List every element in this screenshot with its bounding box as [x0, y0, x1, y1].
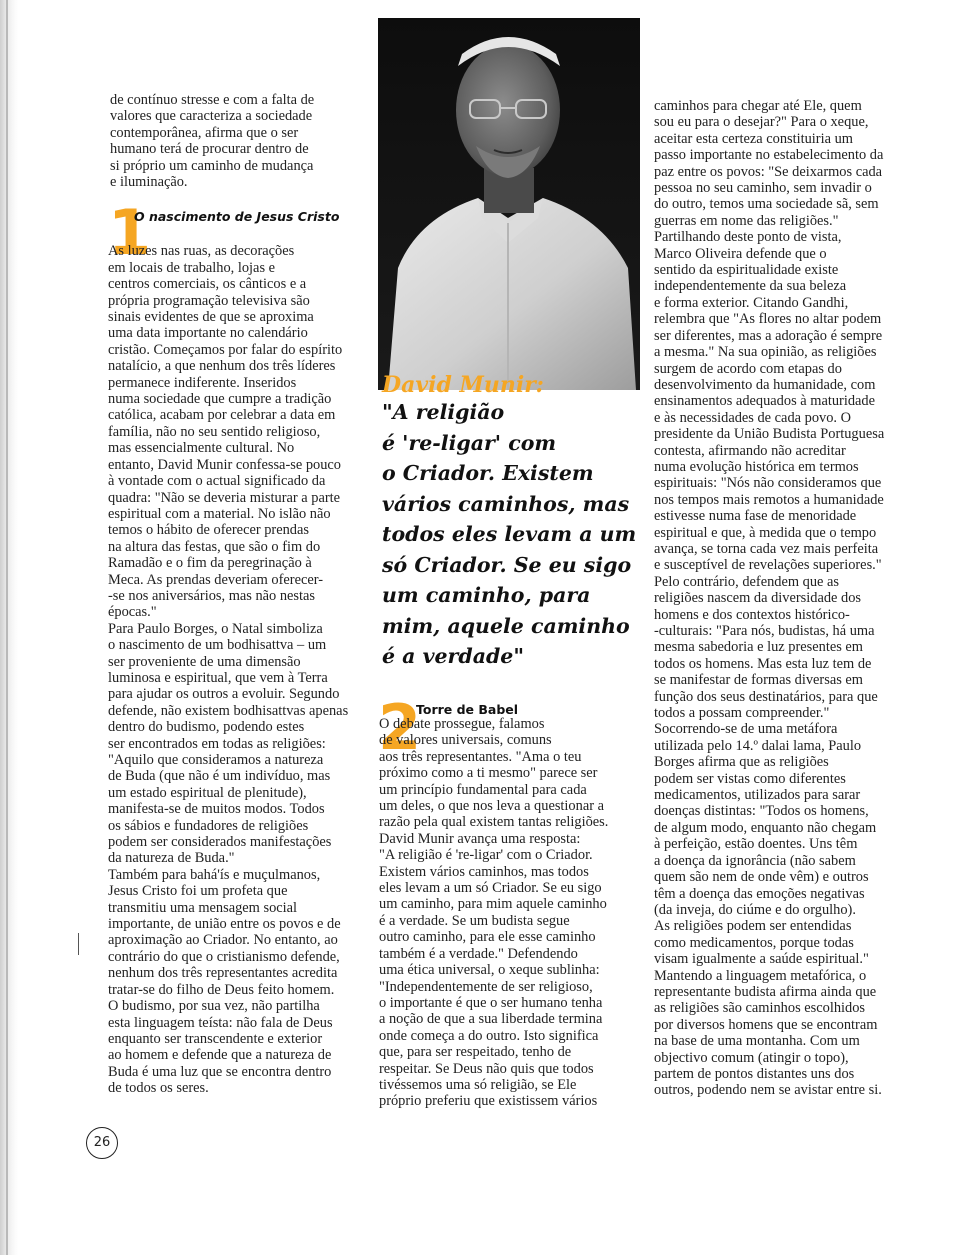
section-number-2: 2	[378, 691, 422, 764]
intro-paragraph: de contínuo stresse e com a falta de valores que caracteriza a sociedade contemporânea, afirma que o ser humano terá de procurar dentro de si próprio um caminho de mudança e iluminação.	[110, 92, 315, 191]
page-number: 26	[86, 1127, 118, 1159]
portrait-photo	[378, 18, 640, 390]
portrait-illustration	[378, 18, 640, 390]
pull-quote-text: "A religião é 're-ligar' com o Criador. Existem vários caminhos, mas todos eles levam a um só Criador. Se eu sigo um caminho, para mim, aquele caminho é a verdade"	[382, 400, 637, 668]
section-heading-1: O nascimento de Jesus Cristo	[134, 209, 340, 224]
section-1-body: As luzes nas ruas, as decorações em locais de trabalho, lojas e centros comerciais, os cânticos e a própria programação televisiva são sinais evidentes de que se aproxima uma data importante no calendário cristão. Começamos por falar do espírito natalício, a que nenhum dos três líderes permanece indiferente. Inseridos numa sociedade que cumpre a tradição católica, acabam por celebrar a data em família, não no seu sentido religioso, mas essencialmente cultural. No entanto, David Munir confessa-se pouco à vontade com o actual significado da quadra: "Não se deveria misturar a parte espiritual com a material. No islão não temos o hábito de oferecer prendas na altura das festas, que são o fim do Ramadão e o fim da peregrinação à Meca. As prendas deveriam oferecer- -se nos aniversários, mas não nestas épocas." Para Paulo Borges, o Natal simboliza o nascimento de um bodhisattva – um ser proveniente de uma dimensão luminosa e espiritual, que vem à Terra para ajudar os outros a evoluir. Segundo defende, não existem bodhisattvas apenas dentro do budismo, podendo estes ser encontrados em todas as religiões: "Aquilo que consideramos a natureza de Buda (que não é um indivíduo, mas um estado espiritual de plenitude), manifesta-se de muitos modos. Todos os sábios e fundadores de religiões podem ser considerados manifestações da natureza de Buda." Também para bahá'ís e muçulmanos, Jesus Cristo foi um profeta que transmitiu uma mensagem social importante, de união entre os povos e de aproximação ao Criador. No entanto, ao contrário do que o cristianismo defende, nenhum dos três representantes acredita tratar-se do filho de Deus feito homem. O budismo, por sua vez, não partilha esta linguagem teísta: não fala de Deus enquanto ser transcendente e exterior ao homem e defende que a natureza de Buda é uma luz que se encontra dentro de todos os seres.	[108, 243, 349, 1097]
margin-mark	[78, 933, 79, 955]
binding-line	[6, 0, 8, 1255]
page-binding-edge	[0, 0, 18, 1255]
pull-quote-speaker: David Munir:	[382, 372, 544, 398]
section-heading-2: Torre de Babel	[416, 702, 519, 717]
column-3-body: caminhos para chegar até Ele, quem sou eu para o desejar?" Para o xeque, aceitar esta certeza constituiria um passo importante no estabelecimento da paz entre os povos: "Se deixarmos cada pessoa no seu caminho, sem invadir o do outro, temos uma sociedade sã, sem guerras em nome das religiões." Partilhando deste ponto de vista, Marco Oliveira defende que o sentido da espiritualidade existe independentemente da sua beleza e forma exterior. Citando Gandhi, relembra que "As flores no altar podem ser diferentes, mas a adoração é sempre a mesma." Na sua opinião, as religiões surgem de acordo com etapas do desenvolvimento da humanidade, com ensinamentos adequados à maturidade e às necessidades de cada povo. O presidente da União Budista Portuguesa contesta, afirmando não acreditar numa evolução histórica em termos espirituais: "Nós não consideramos que nos tempos mais remotos a humanidade estivesse numa fase de menoridade espiritual e que, à medida que o tempo avança, se torna cada vez mais perfeita e susceptível de revelações superiores." Pelo contrário, defendem que as religiões nascem da diversidade dos homens e dos contextos histórico- -culturais: "Para nós, budistas, há uma mesma sabedoria e luz presentes em todos os homens. Mas esta luz tem de se manifestar de formas diversas em função dos seus destinatários, para que todos a possam compreender." Socorrendo-se de uma metáfora utilizada pelo 14.º dalai lama, Paulo Borges afirma que as religiões podem ser vistas como diferentes medicamentos, utilizados para sarar doenças distintas: "Todos os homens, de algum modo, enquanto não chegam à perfeição, estão doentes. Uns têm a doença da ignorância (não sabem quem são nem de onde vêm) e outros têm a doença das emoções negativas (da inveja, do ciúme e do orgulho). As religiões podem ser entendidas como medicamentos, porque todas visam igualmente a saúde espiritual." Mantendo a linguagem metafórica, o representante budista afirma ainda que as religiões são caminhos escolhidos por diversos homens que se encontram na base de uma montanha. Com um objectivo comum (atingir o topo), partem de pontos distantes uns dos outros, podendo nem se avistar entre si.	[654, 98, 885, 1099]
section-number-1: 1	[108, 196, 152, 269]
section-2-body: O debate prossegue, falamos de valores universais, comuns aos três representantes. "Ama o teu próximo como a ti mesmo" parece ser um princípio fundamental para cada um deles, o que nos leva a questionar a razão pela qual existem tantas religiões. David Munir avança uma resposta: "A religião é 're-ligar' com o Criador. Existem vários caminhos, mas todos eles levam a um só Criador. Se eu sigo um caminho, para mim aquele caminho é a verdade. Se um budista segue outro caminho, para ele esse caminho também é a verdade." Defendendo uma ética universal, o xeque sublinha: "Independentemente de ser religioso, o importante é que o ser humano tenha a noção de que a sua liberdade termina onde começa a do outro. Isto significa que, para ser respeitado, tenho de respeitar. Se Deus não quis que todos tivéssemos uma só religião, se Ele próprio preferiu que existissem vários	[379, 716, 609, 1110]
